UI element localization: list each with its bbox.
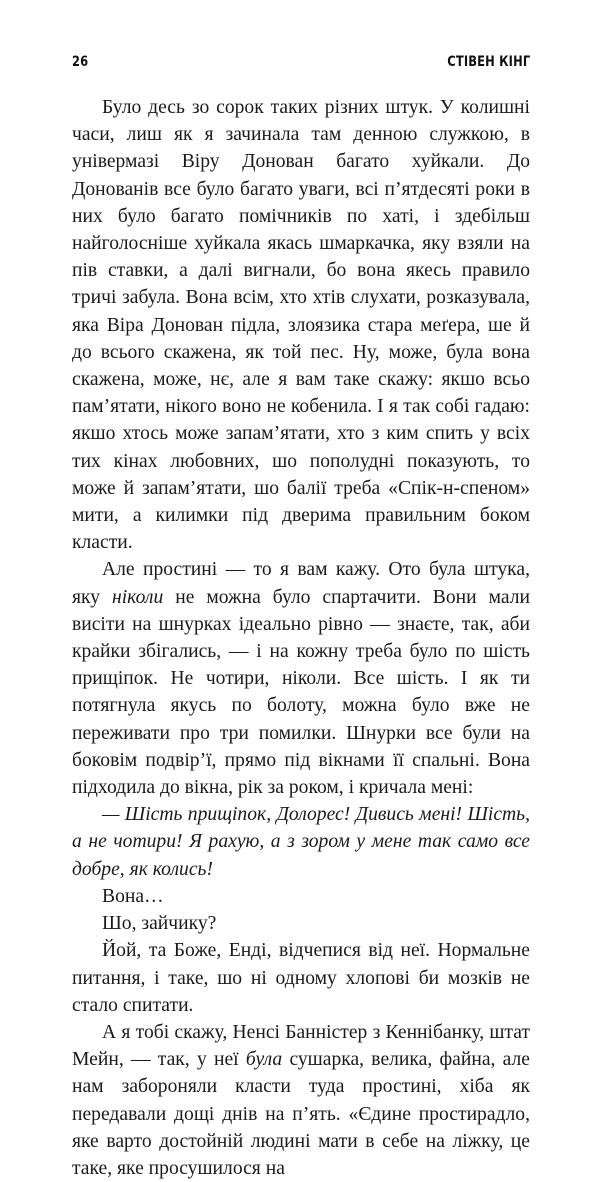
italic-run: була	[245, 1049, 283, 1071]
body-text	[72, 94, 530, 1182]
paragraph	[72, 94, 530, 556]
text-run: Шо, зайчику?	[102, 913, 217, 935]
text-run: А я тобі скажу, Ненсі Банністер з Кеннібанку, штат Мейн, — так, у неї	[72, 1021, 530, 1071]
text-run: Йой, та Боже, Енді, відчепися від неї. Нормальне питання, і таке, шо ні одному хлопові би мозків не стало спитати.	[72, 940, 530, 1016]
paragraph	[72, 801, 530, 883]
paragraph	[72, 937, 530, 1019]
paragraph	[72, 1019, 530, 1182]
text-run: сушарка, велика, файна, але нам забороняли класти туда простині, хіба як передавали дощі днів на п’ять. «Єдине простирадло, яке варто достойній людині мати в себе на ліжку, це таке, яке просушилося на	[72, 1049, 530, 1179]
text-run: Але простині — то я вам кажу. Ото була штука, яку	[72, 559, 530, 608]
paragraph	[72, 556, 530, 801]
text-run: не можна було спартачити. Вони мали висіти на шнурках ідеально рівно — знаєте, так, аби крайки збігались, — і на кожну треба було по шість прищіпок. Не чотири, ніколи. Все шість. І як ти потягнула якусь по болоту, можна було вже не переживати про три помилки. Шнурки все були на боковім подвір’ї, прямо під вікнами її спальні. Вона підходила до вікна, рік за роком, і кричала мені:	[72, 586, 530, 799]
text-run: Вона…	[102, 885, 164, 907]
page-number: 26	[72, 54, 89, 70]
running-head: СТІВЕН КІНГ	[446, 54, 530, 70]
text-run: Було десь зо сорок таких різних штук. У колишні часи, лиш як я зачинала там денною служкою, в універмазі Віру Донован багато хуйкали. До Донованів все було багато уваги, всі п’ятдесяті роки в них було багато помічників по хаті, і здебільш найголосніше хуйкала якась шмаркачка, яку взяли на пів ставки, а далі вигнали, бо вона якесь правило тричі забула. Вона всім, хто хтів слухати, розказувала, яка Віра Донован підла, злоязика стара меґера, ше й до всього скажена, як той пес. Ну, може, була вона скажена, може, нє, але я вам таке скажу: якшо всьо пам’ятати, нікого воно не кобенила. І я так собі гадаю: якшо хтось може запам’ятати, хто з ким спить у всіх тих кінах любовних, шо пополудні показують, то може й запам’ятати, шо балії треба «Спік-н-спеном» мити, а килимки під дверима правильним боком класти.	[72, 97, 530, 554]
italic-run: — Шість прищіпок, Долорес! Дивись мені! Шість, а не чотири! Я рахую, а з зором у мене так само все добре, як колись!	[72, 804, 530, 880]
paragraph	[72, 883, 530, 910]
paragraph	[72, 910, 530, 937]
italic-run: ніколи	[112, 586, 164, 608]
page-header	[72, 50, 530, 74]
